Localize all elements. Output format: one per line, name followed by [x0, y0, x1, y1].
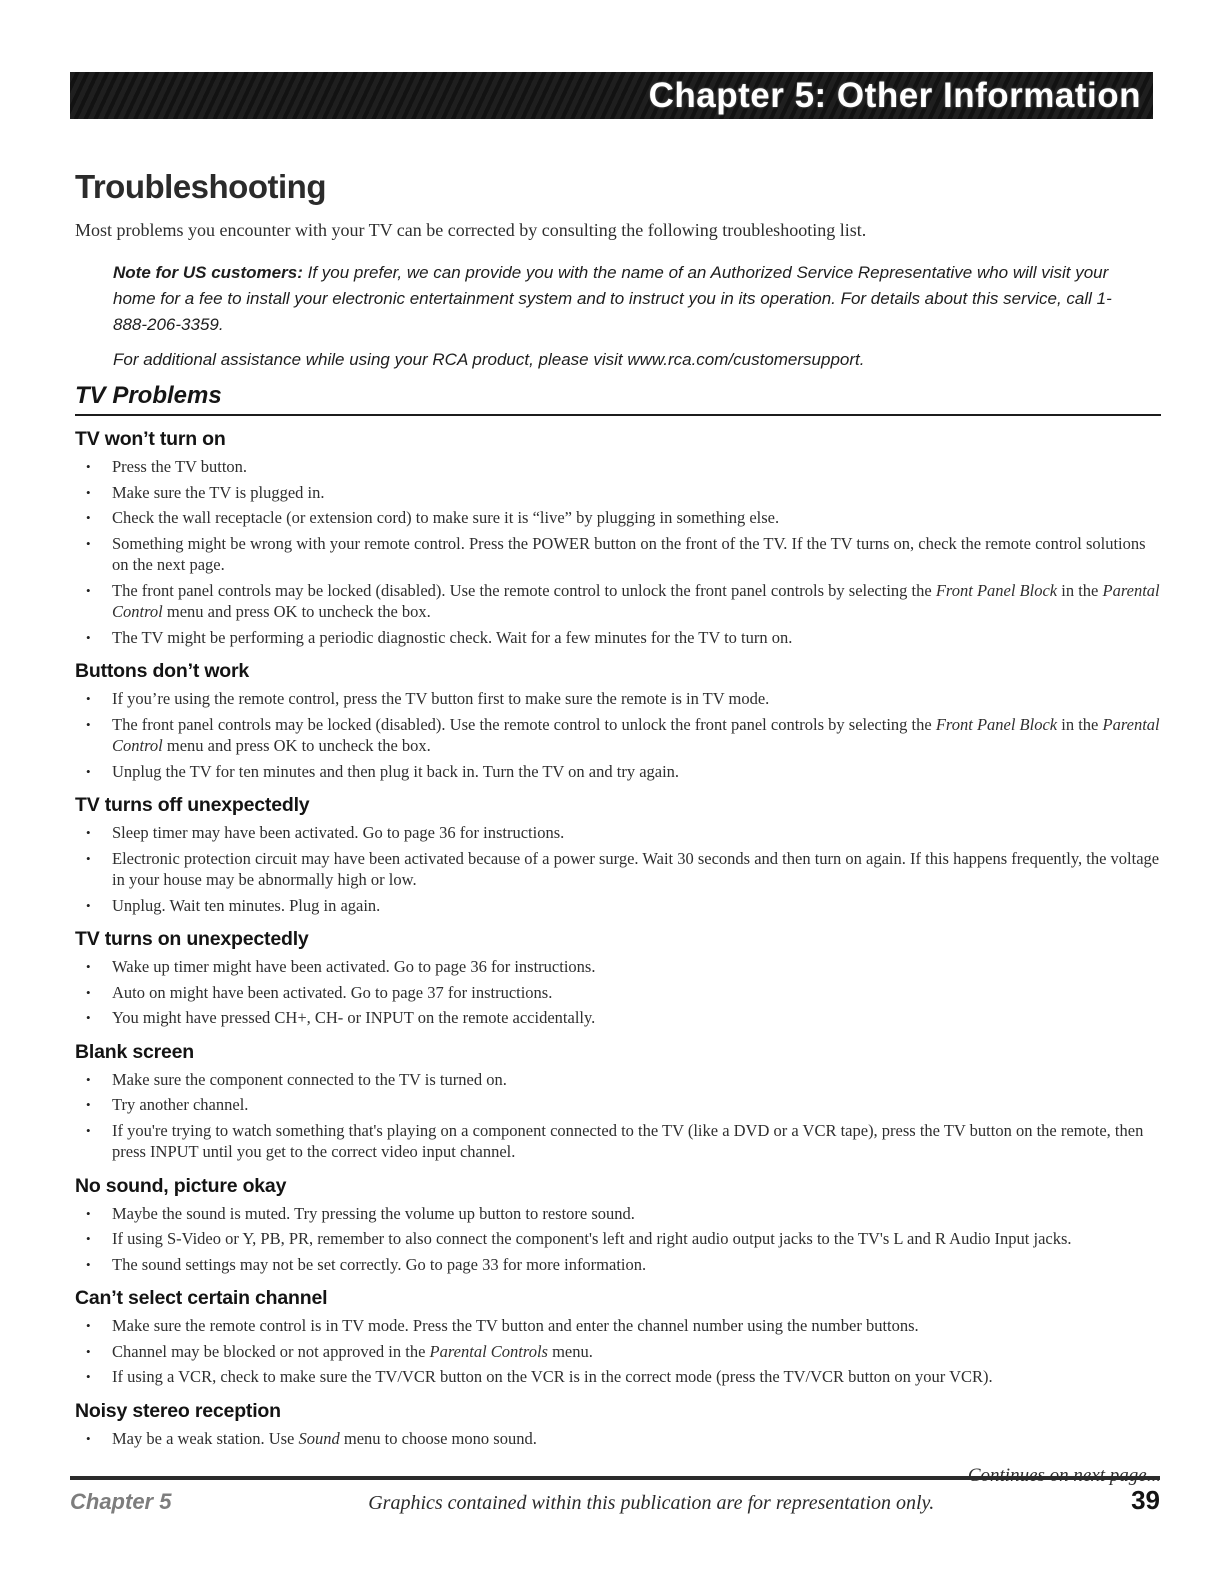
- item-text: If using S-Video or Y, PB, PR, remember to also connect the component's left and right audio output jacks to the TV's L and R Audio Input jacks.: [112, 1229, 1072, 1248]
- bullet-icon: •: [86, 959, 91, 974]
- item-text: Unplug. Wait ten minutes. Plug in again.: [112, 895, 381, 915]
- section-heading: Blank screen: [75, 1040, 194, 1063]
- tv-problems-heading: TV Problems: [75, 383, 1161, 416]
- bullet-icon: •: [86, 1205, 91, 1221]
- troubleshooting-item: [75, 1341, 1161, 1363]
- chapter-banner: [70, 72, 1153, 119]
- item-text: Make sure the remote control is in TV mode. Press the TV button and enter the channel number using the number buttons.: [112, 1316, 919, 1335]
- bullet-icon: •: [86, 984, 91, 1000]
- bullet-icon: •: [86, 1010, 91, 1025]
- bullet-icon: •: [86, 1318, 91, 1333]
- item-text: The front panel controls may be locked (disabled). Use the remote control to unlock the front panel controls by selecting the Front Panel Block in the Parental Control menu and press OK to uncheck the box.: [112, 714, 1160, 755]
- section-heading: No sound, picture okay: [75, 1174, 287, 1197]
- bullet-icon: •: [86, 1430, 91, 1446]
- item-text: If using a VCR, check to make sure the TV/VCR button on the VCR is in the correct mode (press the TV/VCR button on your VCR).: [112, 1367, 993, 1386]
- bullet-icon: •: [86, 691, 91, 706]
- troubleshooting-item: [75, 895, 1161, 917]
- section-heading: Can’t select certain channel: [75, 1287, 328, 1309]
- us-customers-note: [113, 260, 1161, 373]
- item-text: Something might be wrong with your remote control. Press the POWER button on the front of the TV. If the TV turns on, check the remote control solutions on the next page.: [112, 533, 1146, 574]
- troubleshooting-item: [75, 1254, 1161, 1276]
- item-text: The front panel controls may be locked (disabled). Use the remote control to unlock the front panel controls by selecting the Front Panel Block in the Parental Control menu and press OK to uncheck the box.: [112, 580, 1160, 621]
- troubleshooting-item: [75, 580, 1161, 623]
- item-text: Wake up timer might have been activated. Go to page 36 for instructions.: [112, 957, 596, 976]
- troubleshooting-section: [75, 928, 1161, 1029]
- page-title: Troubleshooting: [75, 168, 326, 205]
- item-text: Maybe the sound is muted. Try pressing the volume up button to restore sound.: [112, 1203, 635, 1223]
- troubleshooting-section: [75, 1041, 1161, 1163]
- section-bullet-list: [75, 456, 1161, 648]
- item-text: If you're trying to watch something that's playing on a component connected to the TV (like a DVD or a VCR tape), press the TV button on the remote, then press INPUT until you get to the correct video input channel.: [112, 1120, 1144, 1161]
- item-text: You might have pressed CH+, CH- or INPUT on the remote accidentally.: [112, 1008, 596, 1027]
- troubleshooting-section: [75, 428, 1161, 648]
- item-text: The TV might be performing a periodic diagnostic check. Wait for a few minutes for the TV to turn on.: [112, 627, 793, 647]
- troubleshooting-item: [75, 1428, 1161, 1450]
- item-text: Make sure the TV is plugged in.: [112, 482, 325, 502]
- section-heading: Noisy stereo reception: [75, 1399, 281, 1422]
- troubleshooting-section: [75, 794, 1161, 916]
- bullet-icon: •: [86, 582, 91, 598]
- item-text: Unplug the TV for ten minutes and then plug it back in. Turn the TV on and try again.: [112, 761, 680, 781]
- item-text: Sleep timer may have been activated. Go to page 36 for instructions.: [112, 823, 565, 842]
- section-heading: Buttons don’t work: [75, 660, 250, 682]
- item-text: Check the wall receptacle (or extension cord) to make sure it is “live” by plugging in something else.: [112, 508, 780, 527]
- footer-chapter-label: Chapter 5: [70, 1489, 172, 1514]
- note-paragraph-1: [113, 260, 1131, 338]
- troubleshooting-item: [75, 1094, 1161, 1116]
- troubleshooting-item: [75, 1315, 1161, 1337]
- intro-text: Most problems you encounter with your TV can be corrected by consulting the following troubleshooting list.: [75, 220, 867, 240]
- troubleshooting-item: [75, 482, 1161, 504]
- section-heading: TV turns off unexpectedly: [75, 794, 310, 816]
- section-bullet-list: [75, 822, 1161, 916]
- bullet-icon: •: [86, 897, 91, 913]
- section-bullet-list: [75, 1069, 1161, 1163]
- troubleshooting-section: [75, 1400, 1161, 1450]
- item-text: Try another channel.: [112, 1095, 249, 1114]
- bullet-icon: •: [86, 629, 91, 645]
- troubleshooting-section: [75, 1287, 1161, 1388]
- page-content: [75, 168, 1161, 1487]
- troubleshooting-sections: [75, 428, 1161, 1449]
- support-url-text: For additional assistance while using your RCA product, please visit www.rca.com/customersupport.: [113, 350, 865, 369]
- troubleshooting-item: [75, 848, 1161, 891]
- section-heading: TV won’t turn on: [75, 428, 226, 450]
- note-text: If you prefer, we can provide you with the name of an Authorized Service Representative who will visit your home for a fee to install your electronic entertainment system and to instruct you in its operation. For details about this service, call 1-888-206-3359.: [113, 263, 1112, 334]
- note-paragraph-2: [113, 347, 1131, 373]
- bullet-icon: •: [86, 1097, 91, 1112]
- troubleshooting-item: [75, 1228, 1161, 1250]
- troubleshooting-section: [75, 660, 1161, 782]
- bullet-icon: •: [86, 850, 91, 866]
- troubleshooting-item: [75, 688, 1161, 710]
- item-text: Electronic protection circuit may have been activated because of a power surge. Wait 30 seconds and then turn on again. If this happens frequently, the voltage in your house may be abnormally high or low.: [112, 848, 1160, 889]
- bullet-icon: •: [86, 1122, 91, 1138]
- chapter-banner-title: Chapter 5: Other Information: [648, 75, 1141, 115]
- bullet-icon: •: [86, 716, 91, 732]
- item-text: Channel may be blocked or not approved in the Parental Controls menu.: [112, 1341, 593, 1361]
- section-heading: TV turns on unexpectedly: [75, 928, 309, 950]
- note-label: Note for US customers:: [113, 263, 303, 282]
- troubleshooting-item: [75, 627, 1161, 649]
- bullet-icon: •: [86, 763, 91, 779]
- item-text: Make sure the component connected to the TV is turned on.: [112, 1069, 507, 1089]
- troubleshooting-item: [75, 533, 1161, 576]
- item-text: If you’re using the remote control, press the TV button first to make sure the remote is in TV mode.: [112, 689, 770, 708]
- bullet-icon: •: [86, 535, 91, 551]
- bullet-icon: •: [86, 1231, 91, 1246]
- section-bullet-list: [75, 1315, 1161, 1388]
- bullet-icon: •: [86, 825, 91, 840]
- bullet-icon: •: [86, 1071, 91, 1087]
- footer-disclaimer: Graphics contained within this publication are for representation only.: [368, 1492, 935, 1514]
- bullet-icon: •: [86, 459, 91, 474]
- section-bullet-list: [75, 688, 1161, 782]
- troubleshooting-item: [75, 456, 1161, 478]
- troubleshooting-item: [75, 822, 1161, 844]
- item-text: Press the TV button.: [112, 457, 248, 476]
- item-text: The sound settings may not be set correctly. Go to page 33 for more information.: [112, 1254, 647, 1274]
- item-text: Auto on might have been activated. Go to page 37 for instructions.: [112, 982, 553, 1002]
- troubleshooting-item: [75, 714, 1161, 757]
- bullet-icon: •: [86, 1256, 91, 1272]
- page-footer: [70, 1476, 1160, 1516]
- troubleshooting-item: [75, 507, 1161, 529]
- section-bullet-list: [75, 1428, 1161, 1450]
- troubleshooting-item: [75, 956, 1161, 978]
- continues-note: Continues on next page...: [967, 1465, 1161, 1486]
- troubleshooting-item: [75, 1007, 1161, 1029]
- bullet-icon: •: [86, 510, 91, 525]
- section-bullet-list: [75, 1203, 1161, 1276]
- troubleshooting-item: [75, 1366, 1161, 1388]
- section-bullet-list: [75, 956, 1161, 1029]
- item-text: May be a weak station. Use Sound menu to choose mono sound.: [112, 1428, 537, 1448]
- troubleshooting-item: [75, 982, 1161, 1004]
- bullet-icon: •: [86, 1343, 91, 1359]
- troubleshooting-section: [75, 1175, 1161, 1276]
- troubleshooting-item: [75, 761, 1161, 783]
- bullet-icon: •: [86, 1369, 91, 1384]
- troubleshooting-item: [75, 1203, 1161, 1225]
- footer-divider: [70, 1476, 1160, 1480]
- troubleshooting-item: [75, 1069, 1161, 1091]
- footer-row: [70, 1485, 1160, 1516]
- page-number: 39: [1131, 1485, 1160, 1515]
- bullet-icon: •: [86, 484, 91, 500]
- troubleshooting-item: [75, 1120, 1161, 1163]
